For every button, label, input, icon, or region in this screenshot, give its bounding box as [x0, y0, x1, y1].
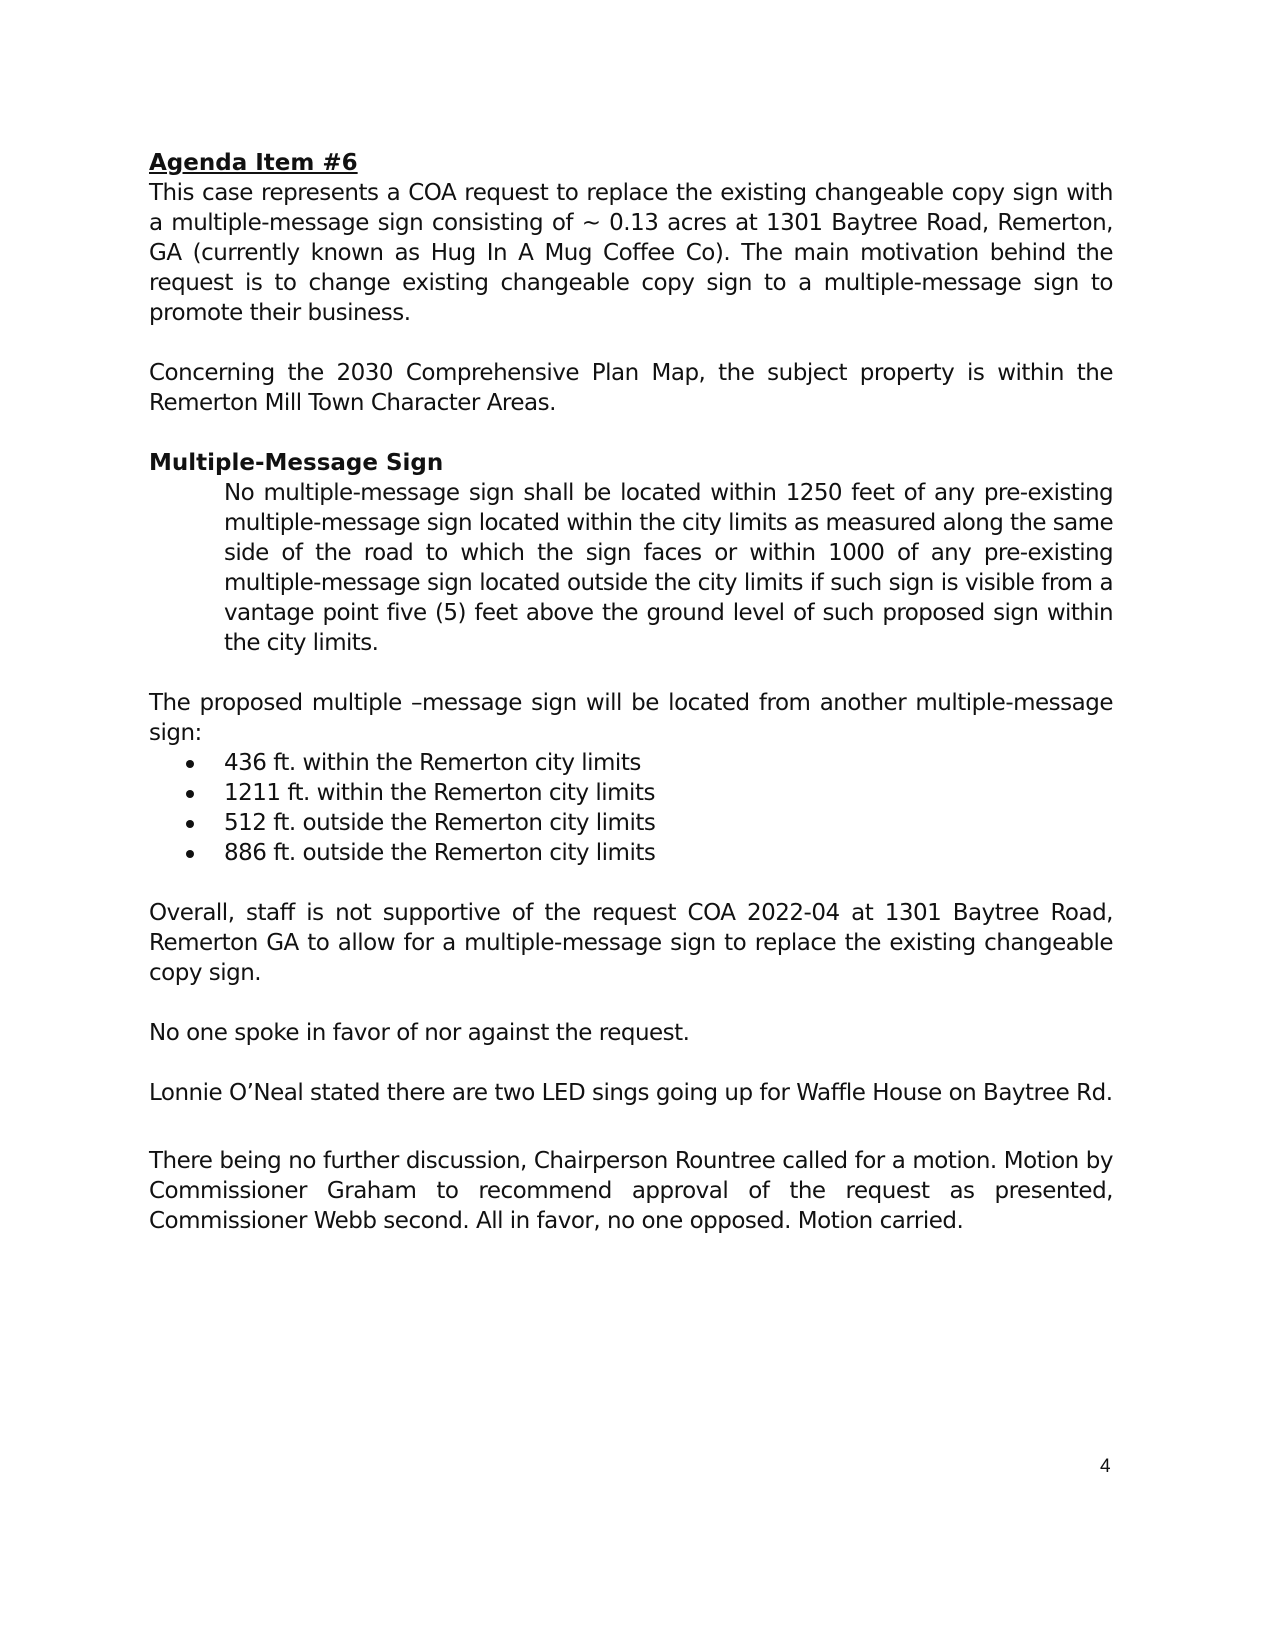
agenda-item-heading: Agenda Item #6	[149, 150, 358, 176]
spacer	[149, 988, 1113, 1018]
spacer	[149, 1108, 1113, 1146]
list-item	[149, 748, 1113, 778]
distance-text: 512 ft. outside the Remerton city limits	[224, 810, 656, 836]
list-item	[149, 778, 1113, 808]
distance-list	[149, 748, 1113, 868]
proposed-location-intro: The proposed multiple –message sign will be located from another multiple-message sign:	[149, 690, 1113, 746]
list-item	[149, 808, 1113, 838]
distance-text: 1211 ft. within the Remerton city limits	[224, 780, 655, 806]
page-number: 4	[1100, 1456, 1111, 1477]
sign-section-heading: Multiple-Message Sign	[149, 450, 444, 476]
spacer	[149, 658, 1113, 688]
staff-recommendation-paragraph: Overall, staff is not supportive of the request COA 2022-04 at 1301 Baytree Road, Remerton GA to allow for a multiple-message sign to replace the existing changeable copy sign.	[149, 900, 1113, 986]
document-page	[149, 148, 1113, 1236]
list-item	[149, 838, 1113, 868]
bullet-icon	[186, 760, 194, 768]
distance-text: 436 ft. within the Remerton city limits	[224, 750, 641, 776]
public-comment-paragraph: No one spoke in favor of nor against the request.	[149, 1020, 690, 1046]
oneal-statement-paragraph: Lonnie O’Neal stated there are two LED sings going up for Waffle House on Baytree Rd.	[149, 1080, 1113, 1106]
motion-paragraph: There being no further discussion, Chairperson Rountree called for a motion. Motion by Commissioner Graham to recommend approval of the request as presented, Commissioner Webb second. All in favor, no one opposed. Motion carried.	[149, 1148, 1113, 1234]
bullet-icon	[186, 790, 194, 798]
spacer	[149, 328, 1113, 358]
intro-paragraph: This case represents a COA request to replace the existing changeable copy sign with a multiple-message sign consisting of ~ 0.13 acres at 1301 Baytree Road, Remerton, GA (currently known as Hug In A Mug Coffee Co). The main motivation behind the request is to change existing changeable copy sign to a multiple-message sign to promote their business.	[149, 180, 1113, 326]
spacer	[149, 868, 1113, 898]
sign-rule-paragraph: No multiple-message sign shall be located within 1250 feet of any pre-existing multiple-message sign located within the city limits as measured along the same side of the road to which the sign faces or within 1000 of any pre-existing multiple-message sign located outside the city limits if such sign is visible from a vantage point five (5) feet above the ground level of such proposed sign within the city limits.	[224, 480, 1113, 656]
comprehensive-plan-paragraph: Concerning the 2030 Comprehensive Plan Map, the subject property is within the Remerton Mill Town Character Areas.	[149, 360, 1113, 416]
bullet-icon	[186, 850, 194, 858]
spacer	[149, 1048, 1113, 1078]
distance-text: 886 ft. outside the Remerton city limits	[224, 840, 656, 866]
bullet-icon	[186, 820, 194, 828]
spacer	[149, 418, 1113, 448]
